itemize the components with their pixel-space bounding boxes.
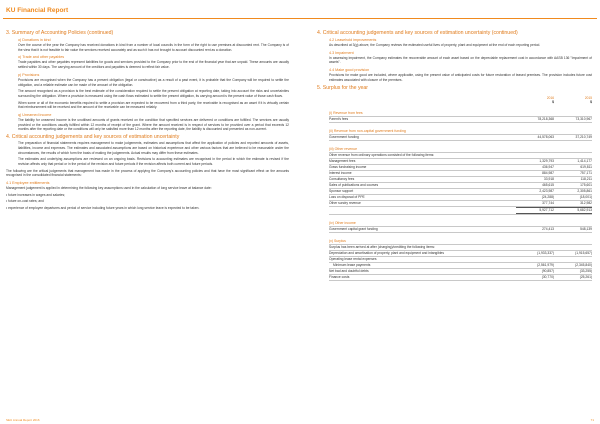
table-row — [329, 275, 592, 281]
row-label: Sponsor support — [329, 188, 354, 193]
other-revenue-intro: Other revenue from ordinary operations consisted of the following items: — [329, 153, 592, 159]
year-2016: 2016 — [546, 95, 554, 100]
total-2015: 5,682,913 — [554, 207, 592, 214]
report-header — [3, 3, 597, 19]
section-4-title: 4. Critical accounting judgements and key sources of estimation uncertainty — [6, 134, 180, 141]
value-2015: 37,210,749 — [575, 134, 592, 139]
other-income-heading: (iv) Other income — [329, 221, 592, 227]
value-2016: 78,218,368 — [537, 116, 554, 121]
employee-entitlements-heading: 4.1 Employee entitlements — [6, 181, 50, 186]
unit-headers — [329, 100, 592, 105]
row-label: Parent's fees — [329, 116, 349, 121]
leasehold-heading: 4.2 Leasehold improvements — [329, 38, 377, 42]
provisions-text-3: When some or all of the economic benefits required to settle a provision are expected to be recovered from a third party, the receivable is recognised as an asset if it is virtually certain that reimbursement will be received and the amount of the receivable can be measured reliably. — [18, 100, 289, 110]
value-2015: 175,601 — [580, 182, 592, 187]
value-2015: (25,261) — [579, 274, 592, 279]
payables-text: Trade payables and other payables represent liabilities for goods and services provided to the Company prior to the end of the financial year that are unpaid. These amounts are usually settled within 30 days. The carrying amount of the creditors and payables is deemed to reflect fair value. — [18, 60, 289, 70]
value-2015: (2,345,840) — [575, 262, 592, 267]
make-good-text: Provisions for make good are included, where applicable, using the present value of anticipated costs for future restoration of leased premises. The provision includes future cost estimates associated with closure of the premises. — [329, 73, 592, 82]
value-2015: 619,811 — [580, 164, 592, 169]
impairment-heading: 4.3 Impairment — [329, 50, 354, 55]
total-row — [329, 207, 592, 215]
section-3-title: 3. Summary of Accounting Policies (continued) — [6, 30, 114, 36]
value-2016: 44,578,063 — [537, 134, 554, 139]
row-label: Other sundry revenue — [329, 200, 361, 205]
row-label: Net bad and doubtful debts — [329, 268, 369, 273]
provisions-text-2: The amount recognised as a provision is the best estimate of the consideration required to settle the present obligation at reporting date, taking into account the risks and uncertainties surrounding the obligation. Where a provision is measured using the cash flows estimated to settle the present obligation, its carrying amount is the present value of those cash flows. — [18, 89, 289, 98]
value-2015: 2,305,861 — [577, 188, 592, 193]
unearned-income-text: The liability for unearned income is the unutilised amounts of grants received on the condition that specified services are delivered or conditions are fulfilled. The services are usually provided or the conditions usually fulfilled within 12 months of receipt of the grant. Where the amount received is in respect of services to be provided over a period that exceeds 12 months after the reporting date or the conditions will only be satisfied more than 12 months after the reporting date, the liability is discounted and presented as non-current. — [18, 118, 289, 132]
section-4-continued-title: 4. Critical accounting judgements and key sources of estimation uncertainty (continued) — [317, 30, 518, 36]
table-row — [329, 227, 592, 233]
value-2015: 757,171 — [580, 170, 592, 175]
row-label: Government capital grant funding — [329, 226, 378, 231]
value-2015: 73,310,967 — [575, 116, 592, 121]
value-2016: 33,918 — [543, 176, 554, 181]
row-label: Sales of publications and courses — [329, 182, 379, 187]
row-label: Management fees — [329, 158, 356, 163]
value-2016: 2,423,987 — [539, 188, 554, 193]
value-2016: 377,744 — [542, 200, 554, 205]
value-2015: (1,915,657) — [575, 250, 592, 255]
row-label: Consultancy fees — [329, 176, 355, 181]
value-2016: (90,857) — [541, 268, 554, 273]
right-column — [317, 30, 592, 414]
value-2016: 465,615 — [542, 182, 554, 187]
row-label: Finance costs — [329, 274, 350, 279]
surplus-heading: (v) Surplus — [329, 239, 592, 245]
section-5-title: 5. Surplus for the year — [317, 84, 369, 91]
employee-entitlements-text: Management judgement is applied in determining the following key assumptions used in the calculation of long service leave at balance date: — [6, 186, 212, 191]
value-2016: (30,770) — [541, 274, 554, 279]
report-title: KU Financial Report — [6, 7, 69, 14]
value-2016: (24,288) — [541, 194, 554, 199]
footer-report-name: SEU Annual Report 2016 — [6, 418, 40, 422]
section-4-text-2: The estimates and underlying assumptions are reviewed on an ongoing basis. Revisions to accounting estimates are recognised in the period in which the estimate is revised if the revision affects only that period or in the period of the revision and future periods if the revision affects both current and future periods. — [18, 157, 289, 166]
gov-funding-heading: (ii) Revenue from non-capital government funding — [329, 129, 592, 135]
surplus-intro: Surplus has been arrived at after (charging)/crediting the following items: — [329, 245, 592, 251]
value-2015: (18,001) — [579, 194, 592, 199]
financial-table — [329, 96, 592, 281]
revenue-fees-heading: (i) Revenue from fees — [329, 111, 592, 117]
bullet-item: • future on-cost rates; and — [6, 199, 289, 204]
provisions-heading: p) Provisions — [18, 72, 40, 77]
donations-heading: o) Donations in kind — [18, 38, 51, 42]
section-4-text-3: The following are the critical judgements that management has made in the process of applying the Company's accounting policies and that have the most significant effect on the amounts recognised in the consolidated financial statements: — [6, 168, 289, 178]
value-2016: 884,987 — [542, 170, 554, 175]
donations-text: Over the course of the year the Company has received donations in kind from a number of local councils in the form of the right to use premises at discounted rent. The Company is of the view that it is not feasible to fair value the services received accurately and as such it has not brought to account discounted rent as a donation. — [18, 43, 289, 52]
leasehold-text: As described at 3(g) above, the Company reviews the estimated useful lives of property, plant and equipment at the end of each reporting period. — [329, 43, 541, 47]
payables-heading: o) Trade and other payables — [18, 55, 65, 60]
value-2015: 118,211 — [580, 176, 592, 181]
value-2016: (1,933,337) — [537, 250, 554, 255]
value-2016: 274,413 — [542, 226, 554, 231]
unit-2015: $ — [590, 100, 592, 105]
section-4-text-1: The preparation of financial statements requires management to make judgements, estimates and assumptions that affect the application of policies and reported amounts of assets, liabilities, income and expenses. The estimates and associated assumptions are based on historical experience and other various factors that are believed to be reasonable under the circumstances, the results of which form the basis of making the judgements. Actual results may differ from these estimates. — [18, 141, 289, 155]
page-number: 71 — [590, 418, 594, 422]
make-good-heading: 4.4 Make good provision — [329, 68, 370, 73]
bullet-item: • experience of employee departures and period of service including future years in which long service leave is expected to be taken. — [6, 206, 289, 211]
table-row — [329, 117, 592, 123]
left-column — [6, 30, 289, 414]
impairment-text: In assessing impairment, the Company estimates the recoverable amount of each asset based on the depreciable replacement cost in accordance with AASB 136 "Impairment of assets". — [329, 55, 592, 65]
table-row — [329, 135, 592, 141]
value-2015: (33,255) — [579, 268, 592, 273]
value-2015: 548,139 — [580, 226, 592, 231]
provisions-text-1: Provisions are recognised when the Company has a present obligation (legal or constructive) as a result of a past event, it is probable that the Company will be required to settle the obligation, and a reliable estimate can be made of the amount of the obligation. — [18, 77, 289, 87]
value-2016: 1,329,793 — [539, 158, 554, 163]
value-2015: 1,414,177 — [577, 158, 592, 163]
row-label: Depreciation and amortisation of property, plant and equipment and intangibles — [329, 250, 445, 255]
year-2015: 2015 — [584, 95, 592, 100]
other-revenue-heading: (iii) Other revenue — [329, 147, 592, 153]
total-2016: 5,927,712 — [516, 207, 554, 214]
lease-expenses-heading: Operating lease rental expenses — [329, 257, 592, 263]
value-2015: 312,982 — [580, 200, 592, 205]
row-label: Loss on disposal of PPE — [329, 194, 365, 199]
unit-2016: $ — [552, 100, 554, 105]
value-2016: (2,561,979) — [537, 262, 554, 267]
value-2016: 436,947 — [542, 164, 554, 169]
row-label: Grass fundraising income — [329, 164, 367, 169]
row-label: Minimum lease payments — [333, 262, 371, 267]
row-label: Government funding — [329, 134, 359, 139]
bullet-item: • future increases in wages and salaries; — [6, 193, 289, 198]
row-label: Interest income — [329, 170, 352, 175]
unearned-income-heading: q) Unearned income — [18, 113, 52, 118]
